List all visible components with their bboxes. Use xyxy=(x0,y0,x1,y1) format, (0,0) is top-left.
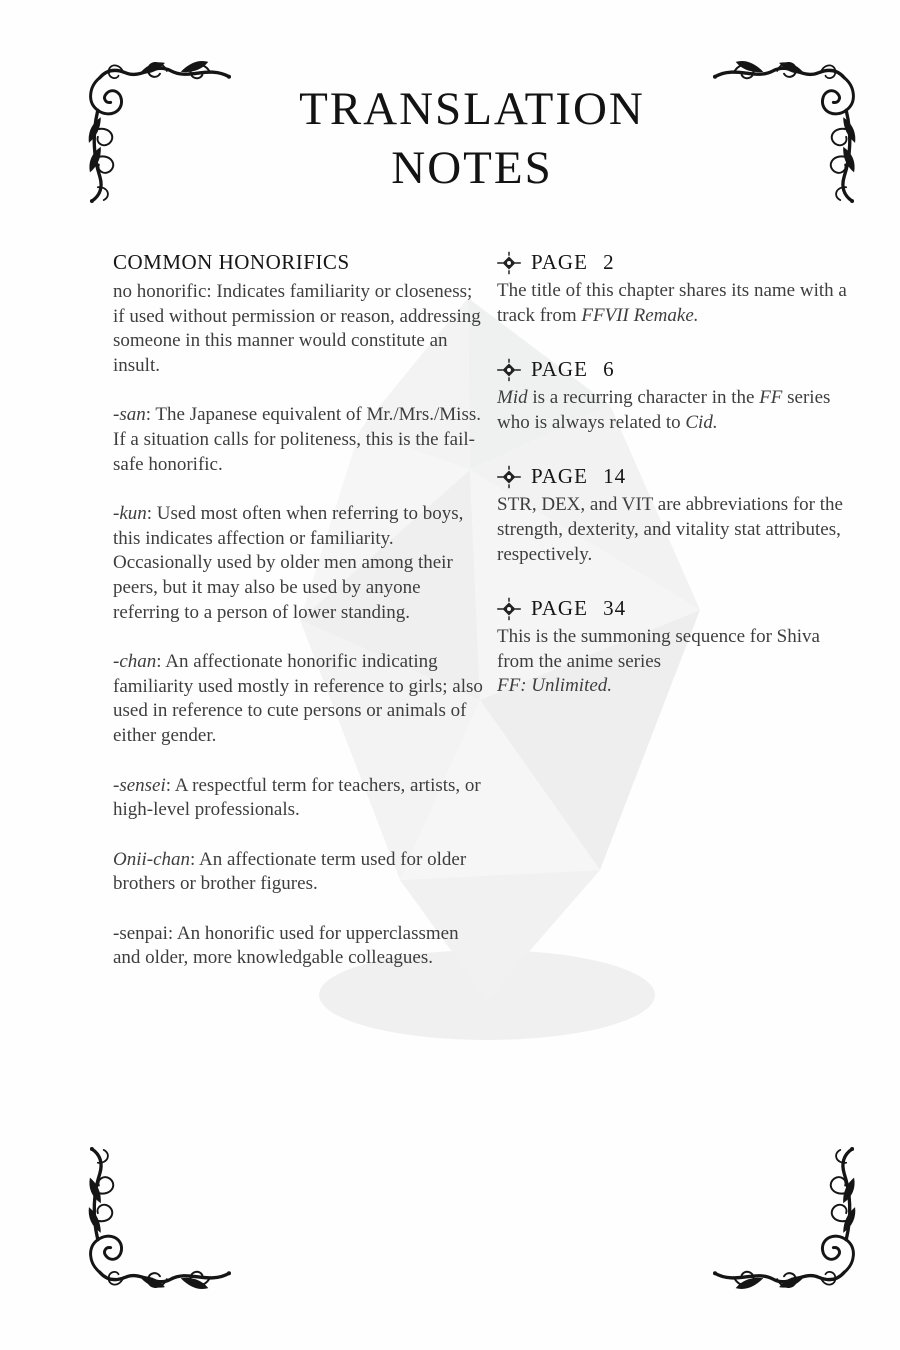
italic-term: -sensei xyxy=(113,774,166,796)
corner-flourish xyxy=(712,1146,860,1294)
honorifics-section xyxy=(113,250,485,996)
italic-term: -chan xyxy=(113,651,157,673)
italic-term: FF xyxy=(759,387,783,409)
italic-term: Onii-chan xyxy=(113,848,191,870)
text-run: series who is always related to xyxy=(497,387,831,433)
page-note-entry xyxy=(497,250,849,328)
page-note-entry xyxy=(497,596,849,699)
corner-flourish-bottom-left xyxy=(84,1146,232,1294)
page-entry-title: PAGE 34 xyxy=(531,596,627,621)
page-title-line2: NOTES xyxy=(391,142,553,194)
page-entries xyxy=(497,250,849,699)
honorific-paragraph xyxy=(113,922,485,971)
text-run: : An affectionate honorific indicating familiarity used mostly in reference to girls; also used in reference to cute persons or animals of either gender. xyxy=(113,651,483,746)
italic-term: -san xyxy=(113,404,146,426)
compass-bullet-icon xyxy=(497,251,521,275)
compass-bullet-icon xyxy=(497,358,521,382)
page-title-line1: TRANSLATION xyxy=(299,83,645,135)
italic-term: -kun xyxy=(113,503,147,525)
page-note-entry xyxy=(497,464,849,567)
text-run: no honorific: Indicates familiarity or closeness; if used without permission or reason, addressing someone in this manner would constitute an insult. xyxy=(113,281,481,376)
page-title xyxy=(44,80,900,198)
page-entry-title: PAGE 2 xyxy=(531,250,615,274)
text-run: : A respectful term for teachers, artists, or high-level professionals. xyxy=(113,774,481,821)
page-entry-body xyxy=(497,493,849,567)
page-entry-heading xyxy=(497,464,849,489)
italic-term: Cid. xyxy=(685,411,718,433)
page-entry-body xyxy=(497,625,849,699)
corner-flourish-bottom-right xyxy=(712,1146,860,1294)
compass-bullet-icon xyxy=(497,465,521,489)
honorific-paragraph xyxy=(113,650,485,748)
honorifics-heading: COMMON HONORIFICS xyxy=(113,250,350,274)
compass-bullet-icon xyxy=(497,597,521,621)
corner-flourish xyxy=(84,1146,232,1294)
italic-term: FF: Unlimited. xyxy=(497,675,613,697)
page-entry-title: PAGE 14 xyxy=(531,464,627,489)
honorific-paragraph xyxy=(113,848,485,897)
honorific-paragraph xyxy=(113,774,485,823)
page-entry-heading xyxy=(497,357,849,382)
text-run: is a recurring character in the xyxy=(527,387,760,409)
page-entry-body xyxy=(497,386,849,435)
honorifics-paragraphs xyxy=(113,280,485,971)
text-run: -senpai: An honorific used for upperclassmen and older, more knowledgable colleagues. xyxy=(113,922,459,969)
page-entry-heading xyxy=(497,596,849,621)
page-entry-title: PAGE 6 xyxy=(531,357,615,382)
honorific-paragraph xyxy=(113,403,485,477)
text-run: : An affectionate term used for older brothers or brother figures. xyxy=(113,848,467,895)
text-run: : Used most often when referring to boys, this indicates affection or familiarity. Occasionally used by older men among their peers, but it may also be used by anyone referring to a person of lower standing. xyxy=(113,503,464,623)
page-entry-heading xyxy=(497,250,849,275)
page-entry-body xyxy=(497,279,849,328)
honorific-paragraph xyxy=(113,280,485,378)
text-run: The title of this chapter shares its name with a track from xyxy=(497,280,847,326)
text-run: This is the summoning sequence for Shiva from the anime series xyxy=(497,626,820,672)
italic-term: Mid xyxy=(497,387,528,409)
text-run: STR, DEX, and VIT are abbreviations for the strength, dexterity, and vitality stat attributes, respectively. xyxy=(497,494,843,565)
page-notes-section xyxy=(497,250,849,728)
italic-term: FFVII Remake. xyxy=(581,304,699,326)
page-note-entry xyxy=(497,357,849,435)
honorific-paragraph xyxy=(113,502,485,625)
text-run: : The Japanese equivalent of Mr./Mrs./​Miss. If a situation calls for politeness, this is the fail-safe honorific. xyxy=(113,404,481,475)
